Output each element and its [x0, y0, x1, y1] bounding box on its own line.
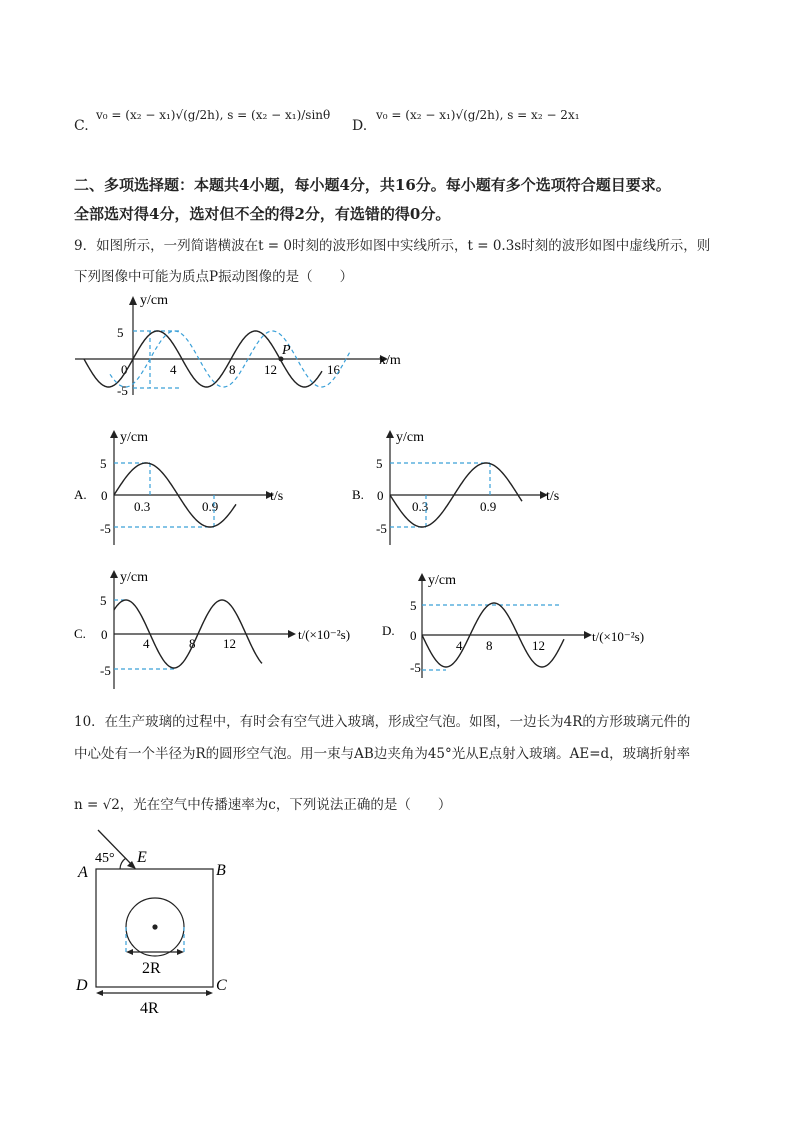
wave-y-pos: 5	[117, 325, 124, 340]
option-c-xlabel: t/(×10⁻²s)	[298, 627, 351, 642]
q9-stem-line1: 9．如图所示，一列简谐横波在t = 0时刻的波形如图中实线所示，t = 0.3s时刻的波形如图中虚线所示，则	[74, 238, 711, 254]
point-p-label: P	[282, 343, 291, 358]
option-d-formula: v₀ = (x₂ − x₁)√(g/2h), s = x₂ − 2x₁	[376, 108, 580, 122]
wave-y-arrow	[129, 296, 137, 305]
option-d-y-arrow	[418, 573, 426, 581]
inner-dim-arrow-right	[177, 949, 184, 955]
option-c-ypos: 5	[100, 593, 107, 608]
option-d-tick-1: 4	[456, 638, 463, 653]
option-d-graph[interactable]	[380, 568, 700, 683]
option-c-label: C.	[74, 118, 89, 134]
option-d-label: D.	[352, 118, 368, 134]
wave-y-neg: -5	[117, 383, 128, 398]
option-a-ylabel: y/cm	[120, 430, 148, 445]
inner-dim-label: 2R	[142, 960, 161, 977]
option-d-yneg: -5	[410, 660, 421, 675]
point-d-label: D	[76, 977, 88, 994]
option-b-graph[interactable]	[350, 425, 590, 550]
option-a-tick-1: 0.3	[134, 499, 151, 514]
wave-origin: 0	[121, 362, 128, 377]
option-b-yneg: -5	[376, 521, 387, 536]
option-d-ylabel: y/cm	[428, 573, 456, 588]
option-b-tick-2: 0.9	[480, 499, 497, 514]
option-c-ylabel: y/cm	[120, 570, 148, 585]
option-a-graph[interactable]	[70, 425, 310, 550]
inner-dim-arrow-left	[126, 949, 133, 955]
option-d-ypos: 5	[410, 598, 417, 613]
q10-stem-line1: 10．在生产玻璃的过程中，有时会有空气进入玻璃，形成空气泡。如图，一边长为4R的方形玻璃元件的	[74, 714, 691, 730]
light-ray-arrow	[127, 861, 136, 869]
option-c-graph[interactable]	[70, 565, 380, 695]
section-heading-line1: 二、多项选择题：本题共4小题，每小题4分，共16分。每小题有多个选项符合题目要求。	[74, 176, 671, 194]
option-a-tick-2: 0.9	[202, 499, 219, 514]
option-b-ypos: 5	[376, 456, 383, 471]
bubble-center-dot	[152, 924, 157, 929]
option-a-xlabel: t/s	[270, 489, 284, 504]
glass-figure	[70, 825, 250, 1020]
option-c-tick-3: 12	[223, 636, 236, 651]
option-c-x-arrow	[288, 630, 296, 638]
outer-dim-label: 4R	[140, 1000, 159, 1017]
option-c-origin: 0	[101, 627, 108, 642]
q10-stem-line2: 中心处有一个半径为R的圆形空气泡。用一束与AB边夹角为45°光从E点射入玻璃。AE=d，玻璃折射率	[74, 746, 691, 762]
wave-ylabel: y/cm	[140, 293, 168, 308]
section-heading-line2: 全部选对得4分，选对但不全的得2分，有选错的得0分。	[74, 205, 451, 223]
option-b-xlabel: t/s	[546, 489, 560, 504]
option-a-yneg: -5	[100, 521, 111, 536]
point-c-label: C	[216, 977, 227, 994]
wave-figure	[70, 290, 410, 405]
option-d-tick-3: 12	[532, 638, 545, 653]
wave-tick-4: 4	[170, 362, 177, 377]
point-b-label: B	[216, 862, 226, 879]
option-a-y-arrow	[110, 430, 118, 438]
option-d-graph-label: D.	[382, 623, 395, 638]
outer-dim-arrow-right	[206, 990, 213, 996]
option-c-tick-2: 8	[189, 636, 196, 651]
option-b-origin: 0	[377, 488, 384, 503]
angle-label: 45°	[95, 851, 115, 866]
option-b-ylabel: y/cm	[396, 430, 424, 445]
outer-dim-arrow-left	[96, 990, 103, 996]
option-b-label: B.	[352, 487, 364, 502]
angle-arc	[120, 858, 126, 869]
option-c-graph-label: C.	[74, 626, 86, 641]
option-b-tick-1: 0.3	[412, 499, 429, 514]
option-a-label: A.	[74, 487, 87, 502]
wave-xlabel: x/m	[379, 353, 401, 368]
option-b-y-arrow	[386, 430, 394, 438]
wave-tick-16: 16	[327, 362, 340, 377]
point-a-label: A	[78, 864, 88, 881]
option-c-tick-1: 4	[143, 636, 150, 651]
option-d-xlabel: t/(×10⁻²s)	[592, 629, 645, 644]
q9-stem-line2: 下列图像中可能为质点P振动图像的是（ ）	[74, 269, 354, 285]
option-a-origin: 0	[101, 488, 108, 503]
wave-tick-8: 8	[229, 362, 236, 377]
q10-stem-line3: n = √2，光在空气中传播速率为c，下列说法正确的是（ ）	[74, 797, 452, 813]
option-d-tick-2: 8	[486, 638, 493, 653]
option-c-y-arrow	[110, 570, 118, 578]
option-c-yneg: -5	[100, 663, 111, 678]
option-c-formula: v₀ = (x₂ − x₁)√(g/2h), s = (x₂ − x₁)/sinθ	[96, 108, 331, 122]
wave-tick-12: 12	[264, 362, 277, 377]
point-e-label: E	[137, 849, 147, 866]
option-d-x-arrow	[584, 631, 592, 639]
option-a-ypos: 5	[100, 456, 107, 471]
option-d-origin: 0	[410, 628, 417, 643]
